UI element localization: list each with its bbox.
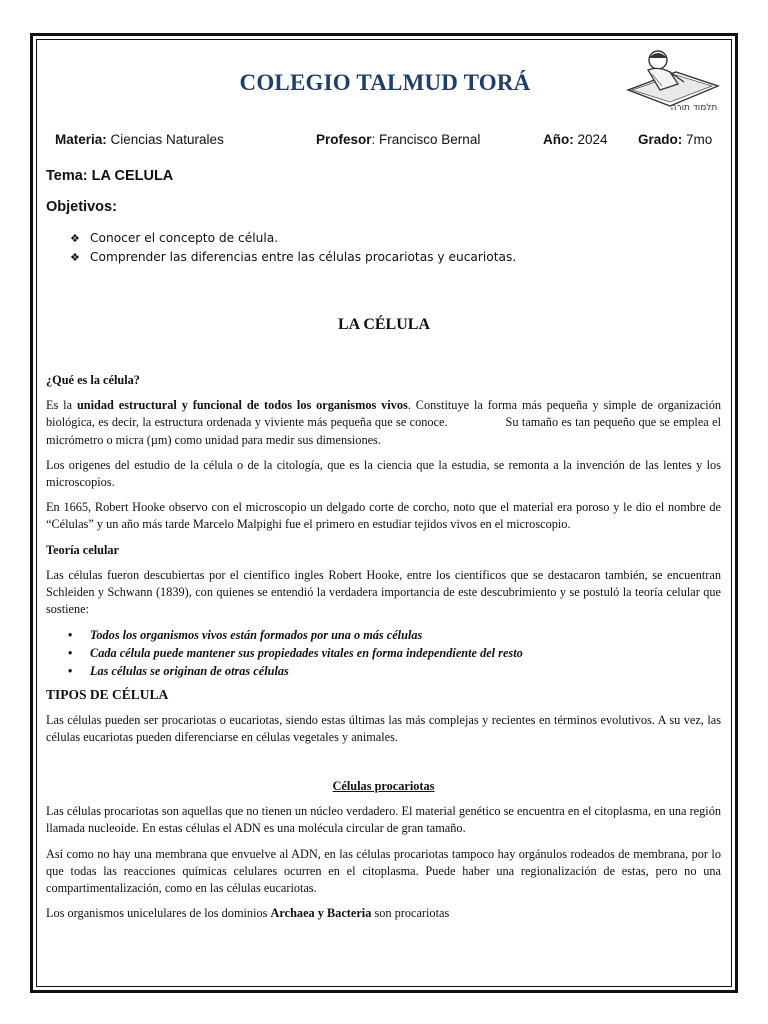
bold-text-run: unidad estructural y funcional de todos los organismos vivos — [76, 398, 408, 413]
list-item — [68, 662, 721, 680]
course-info-row — [0, 132, 768, 152]
paragraph: Las células fueron descubiertas por el científico ingles Robert Hooke, entre los científicos que se destacaron también, se encuentran Schleiden y Schwann (1839), con quienes se entendió la verdadera importancia de este descubrimiento y se postuló la teoría celular que sostiene: — [46, 567, 721, 617]
torah-scholar-logo-icon — [618, 48, 722, 114]
materia-label: Materia: — [55, 132, 107, 147]
paragraph — [46, 905, 721, 922]
text-run: Es la — [46, 398, 77, 413]
paragraph: Las células procariotas son aquellas que no tienen un núcleo verdadero. El material genético se encuentra en el citoplasma, en una región llamada nucleoide. En estas células el ADN es una molécula circular de gran tamaño. — [46, 804, 721, 836]
objective-text: Conocer el concepto de célula. — [90, 231, 279, 245]
text-run: . Constituye la forma más pequeña y simple de organización biológica, es decir, la estructura ordenada y viviente más pequeña que se conoce. — [46, 398, 721, 430]
text-run: Su tamaño es tan pequeño que se emplea el micrómetro o micra (µm) como unidad para medir sus dimensiones. — [46, 415, 722, 447]
objectives-list — [70, 229, 516, 267]
profesor-field — [316, 132, 480, 147]
paragraph — [46, 397, 721, 449]
grado-label: Grado: — [638, 132, 683, 147]
text-run: son procariotas — [371, 906, 450, 921]
document-body — [46, 372, 721, 930]
section-heading-que-es: ¿Qué es la célula? — [46, 373, 140, 387]
dot-bullet-icon: • — [68, 664, 73, 679]
profesor-label: Profesor — [316, 132, 372, 147]
ano-value: 2024 — [573, 132, 608, 147]
list-item — [68, 626, 721, 644]
logo-hebrew-text: תלמוד תורה — [670, 103, 718, 113]
section-heading-tipos: TIPOS DE CÉLULA — [46, 687, 169, 703]
section-heading-procariotas: Células procariotas — [332, 779, 435, 794]
list-item — [70, 229, 516, 248]
postulate-text: Todos los organismos vivos están formados por una o más células — [90, 628, 423, 643]
list-item — [68, 644, 721, 662]
school-title: COLEGIO TALMUD TORÁ — [239, 70, 531, 95]
section-heading-teoria: Teoría celular — [46, 542, 119, 557]
postulate-text: Cada célula puede mantener sus propiedades vitales en forma independiente del resto — [90, 646, 523, 661]
list-item — [70, 248, 516, 267]
diamond-bullet-icon: ❖ — [70, 251, 80, 264]
objetivos-heading: Objetivos: — [46, 199, 117, 215]
dot-bullet-icon: • — [68, 646, 73, 661]
grado-value: 7mo — [682, 132, 713, 147]
paragraph: Los origenes del estudio de la célula o de la citología, que es la ciencia que la estudia, se remonta a la invención de las lentes y los microscopios. — [46, 457, 721, 490]
theory-list — [68, 626, 721, 680]
text-run: Los organismos unicelulares de los dominios — [46, 906, 271, 921]
tema-heading: Tema: LA CELULA — [46, 168, 174, 184]
paragraph: En 1665, Robert Hooke observo con el microscopio un delgado corte de corcho, noto que el material era poroso y le dio el nombre de “Células” y un año más tarde Marcelo Malpighi fue el primero en estudiar tejidos vivos en el microscopio. — [46, 500, 721, 532]
postulate-text: Las células se originan de otras células — [90, 664, 289, 679]
ano-field — [543, 132, 608, 147]
materia-value: Ciencias Naturales — [106, 132, 224, 147]
profesor-value: : Francisco Bernal — [371, 132, 481, 147]
main-title: LA CÉLULA — [337, 316, 431, 333]
objective-text: Comprender las diferencias entre las células procariotas y eucariotas. — [90, 250, 517, 264]
materia-field — [55, 132, 224, 147]
grado-field — [638, 132, 712, 147]
bold-text-run: Archaea y Bacteria — [270, 906, 372, 921]
paragraph: Así como no hay una membrana que envuelve al ADN, en las células procariotas tampoco hay orgánulos rodeados de membrana, por lo que todas las reacciones químicas celulares ocurren en el citoplasma. Puede haber una regionalización de estas, pero no una compartimentalización, como en las células eucariotas. — [46, 846, 721, 896]
dot-bullet-icon: • — [68, 628, 73, 643]
ano-label: Año: — [543, 132, 574, 147]
diamond-bullet-icon: ❖ — [70, 232, 80, 245]
paragraph: Las células pueden ser procariotas o eucariotas, siendo estas últimas las más complejas y recientes en términos evolutivos. A su vez, las células eucariotas pueden diferenciarse en células vegetales y animales. — [46, 712, 721, 744]
